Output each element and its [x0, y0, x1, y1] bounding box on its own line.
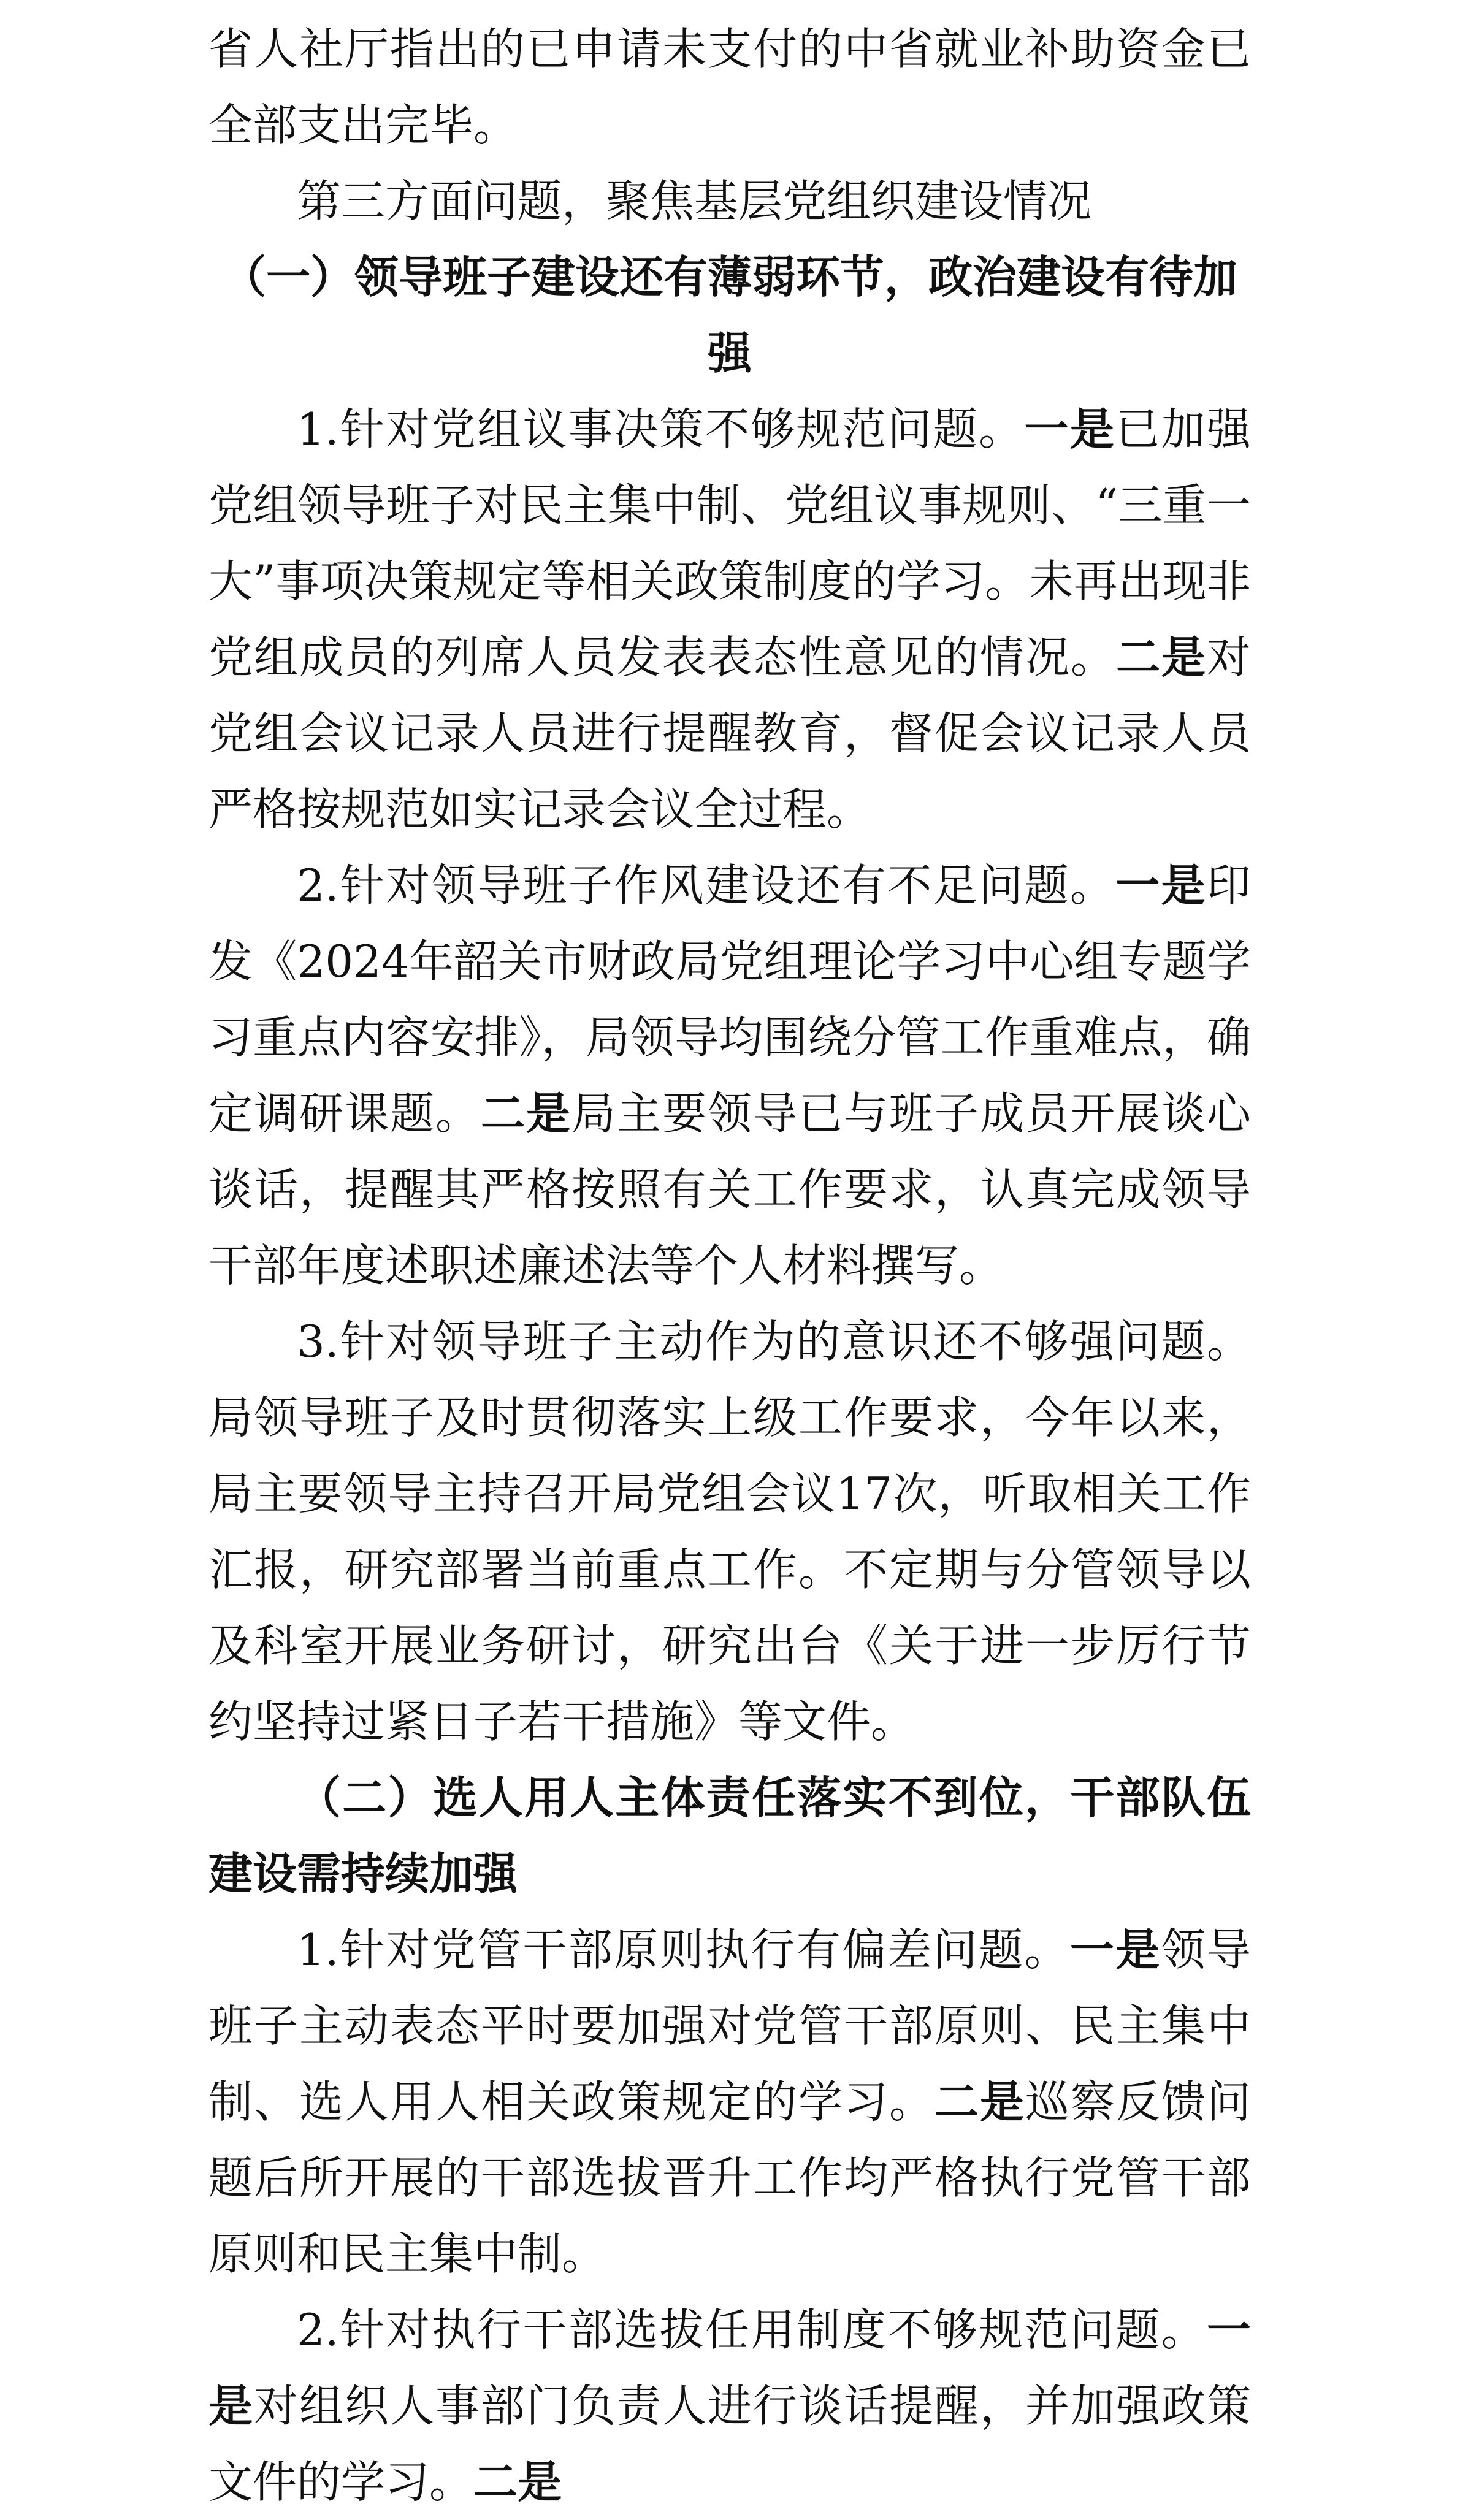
- heading-text: （一）领导班子建设还有薄弱环节，政治建设有待加强: [221, 251, 1237, 379]
- paragraph-item-2: [208, 2292, 1251, 2520]
- document-body: [208, 11, 1251, 2520]
- text-segment: 1.针对党管干部原则执行有偏差问题。: [297, 1924, 1070, 1976]
- text-segment: 对组织人事部门负责人进行谈话提醒，并加强政策文件的学习。: [208, 2380, 1251, 2508]
- text-segment: 第三方面问题，聚焦基层党组织建设情况: [297, 175, 1092, 227]
- text-segment: 3.针对领导班子主动作为的意识还不够强问题。局领导班子及时贯彻落实上级工作要求，今年以来，局主要领导主持召开局党组会议17次，听取相关工作汇报，研究部署当前重点工作。不定期与分管领导以及科室开展业务研讨，研究出台《关于进一步厉行节约坚持过紧日子若干措施》等文件。: [208, 1316, 1251, 1747]
- heading-text: （二）选人用人主体责任落实不到位，干部队伍建设需持续加强: [208, 1772, 1251, 1900]
- heading-personnel-selection: [208, 1760, 1251, 1912]
- emphasis-first: 一是: [1024, 403, 1116, 455]
- text-segment: 2.针对领导班子作风建设还有不足问题。: [297, 860, 1116, 911]
- emphasis-second: 二是: [1115, 632, 1207, 683]
- emphasis-second: 二是: [481, 1088, 571, 1139]
- emphasis-first: 一是: [1069, 1924, 1161, 1976]
- text-segment: 印发《2024年韶关市财政局党组理论学习中心组专题学习重点内容安排》，局领导均围绕分管工作重难点，确定调研课题。: [208, 860, 1251, 1139]
- emphasis-first: 一是: [208, 2304, 1251, 2432]
- paragraph-item-1: [208, 1912, 1251, 2292]
- section-title: [208, 163, 1251, 239]
- paragraph-item-3: [208, 1304, 1251, 1760]
- paragraph-continuation: [208, 11, 1251, 163]
- text-segment: 领导班子主动表态平时要加强对党管干部原则、民主集中制、选人用人相关政策规定的学习。: [208, 1924, 1251, 2128]
- text-segment: 对党组会议记录人员进行提醒教育，督促会议记录人员严格按规范如实记录会议全过程。: [208, 632, 1251, 835]
- emphasis-second: 二是: [473, 2456, 562, 2508]
- emphasis-first: 一是: [1115, 860, 1207, 911]
- paragraph-item-2: [208, 847, 1251, 1304]
- text-segment: 2.针对执行干部选拔任用制度不够规范问题。: [297, 2304, 1207, 2356]
- text-segment: 1.针对党组议事决策不够规范问题。: [297, 403, 1025, 455]
- text-segment: 已加强党组领导班子对民主集中制、党组议事规则、“三重一大”事项决策规定等相关政策制度的学习。未再出现非党组成员的列席人员发表表态性意见的情况。: [208, 403, 1251, 683]
- emphasis-second: 二是: [934, 2076, 1025, 2128]
- heading-leadership-team: [208, 239, 1251, 391]
- text-segment: 局主要领导已与班子成员开展谈心谈话，提醒其严格按照有关工作要求，认真完成领导干部年度述职述廉述法等个人材料撰写。: [208, 1088, 1251, 1291]
- paragraph-item-1: [208, 391, 1251, 847]
- text-segment: 巡察反馈问题后所开展的干部选拔晋升工作均严格执行党管干部原则和民主集中制。: [208, 2076, 1251, 2280]
- text-segment: 省人社厅指出的已申请未支付的中省就业补助资金已全部支出完毕。: [208, 23, 1251, 151]
